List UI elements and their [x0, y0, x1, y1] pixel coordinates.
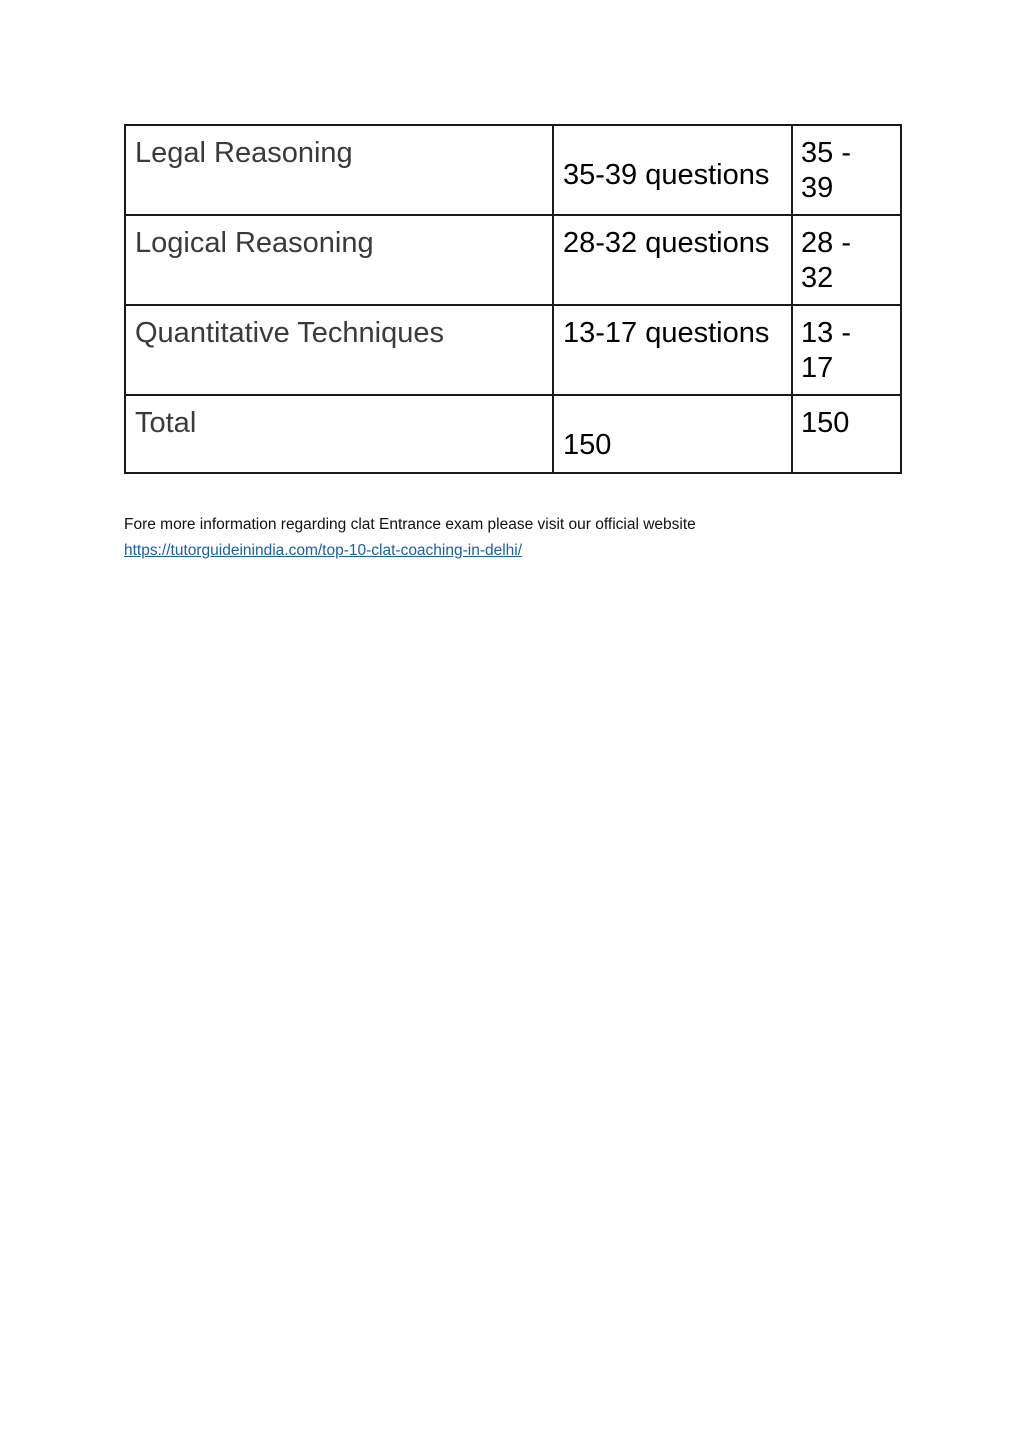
table-row	[125, 125, 901, 215]
questions-cell	[553, 215, 792, 305]
question-count: 13-17 questions	[563, 317, 770, 349]
section-name: Quantitative Techniques	[135, 317, 445, 349]
section-cell	[125, 215, 553, 305]
table-row	[125, 215, 901, 305]
website-link[interactable]: https://tutorguideinindia.com/top-10-clat-coaching-in-delhi/	[124, 542, 523, 559]
section-name: Legal Reasoning	[135, 137, 353, 169]
range-cell	[792, 125, 901, 215]
section-cell	[125, 395, 553, 473]
questions-cell	[553, 125, 792, 215]
range-cell	[792, 305, 901, 395]
footer-text: Fore more information regarding clat Entrance exam please visit our official website	[124, 516, 696, 533]
questions-cell	[553, 395, 792, 473]
question-range: 150	[801, 407, 850, 439]
range-cell	[792, 395, 901, 473]
section-name: Total	[135, 407, 197, 439]
range-cell	[792, 215, 901, 305]
table-row	[125, 305, 901, 395]
section-name: Logical Reasoning	[135, 227, 374, 259]
question-count: 150	[563, 429, 612, 461]
table-row	[125, 395, 901, 473]
question-count: 35-39 questions	[563, 159, 770, 191]
footer-note	[124, 512, 696, 564]
section-cell	[125, 305, 553, 395]
question-count: 28-32 questions	[563, 227, 770, 259]
question-range: 35 - 39	[801, 137, 851, 204]
question-range: 28 - 32	[801, 227, 851, 294]
section-cell	[125, 125, 553, 215]
question-range: 13 - 17	[801, 317, 851, 384]
exam-sections-table	[124, 124, 902, 474]
questions-cell	[553, 305, 792, 395]
